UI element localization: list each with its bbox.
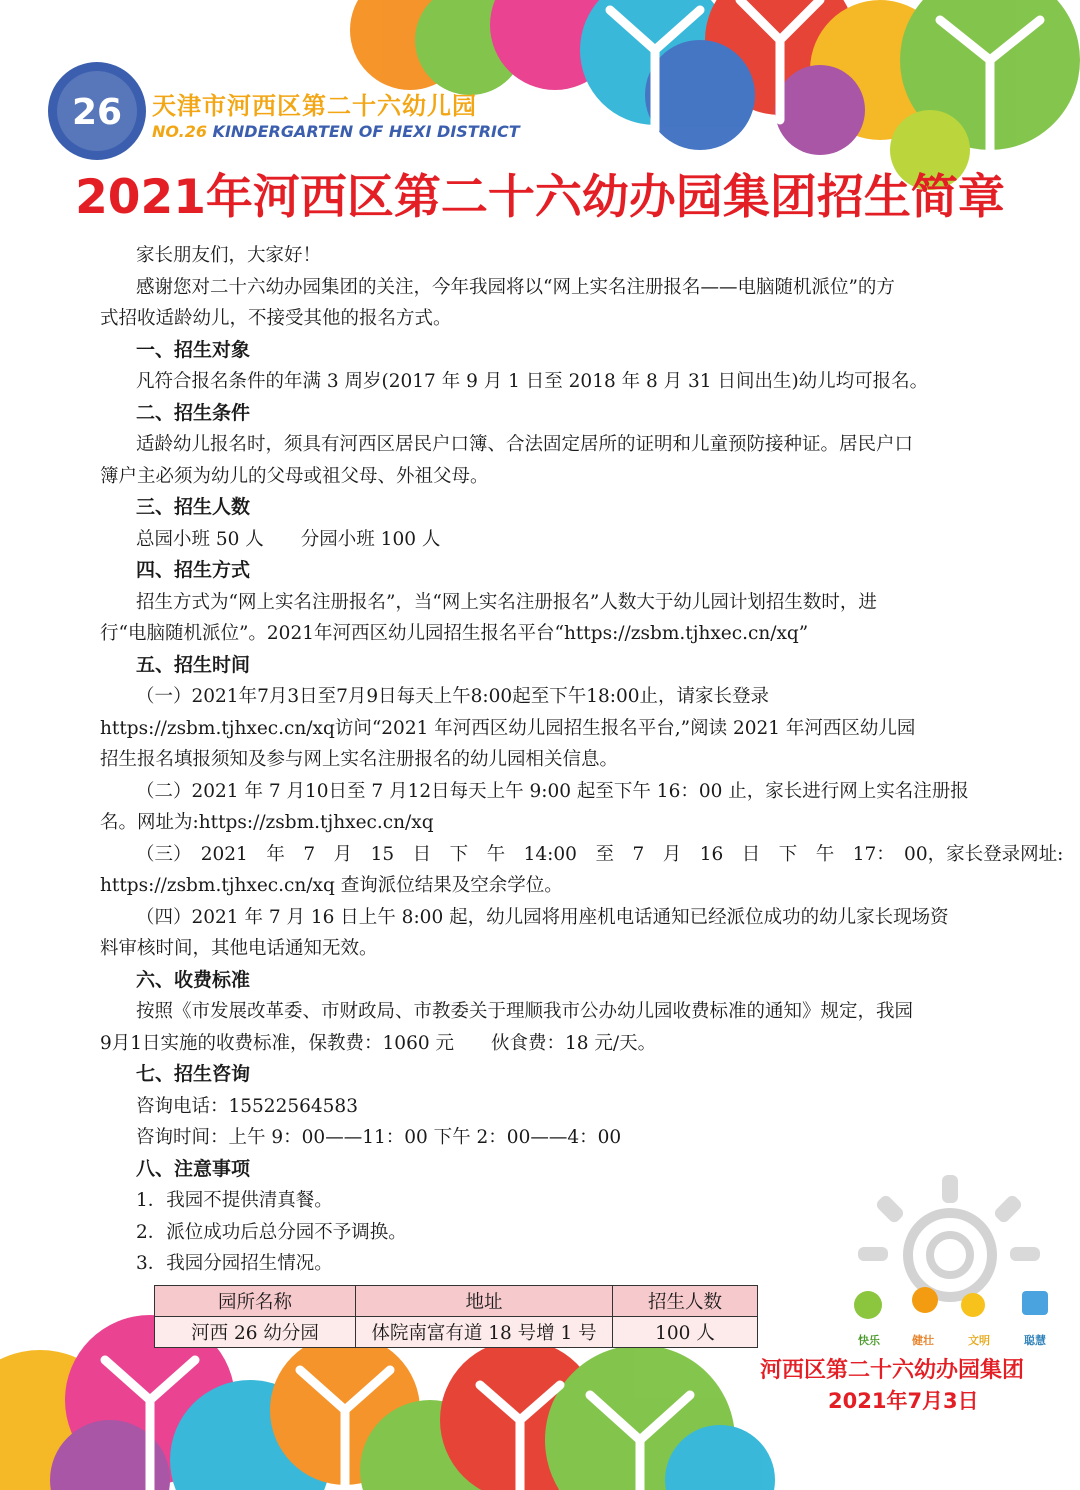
motto-label: 快乐 [858,1334,880,1347]
schedule-text: 料审核时间，其他电话通知无效。 [100,938,378,959]
schedule-text: （三） 2021 年 7 月 15 日 下 午 14:00 至 7 月 16 日 下 午 17： 00，家长登录网址: [136,843,1064,865]
schedule-text: （一）2021年7月3日至7月9日每天上午8:00起至下午18:00止，请家长登录 [136,686,770,707]
consult-phone: 咨询电话：15522564583 [136,1095,358,1117]
section-text: 总园小班 50 人 分园小班 100 人 [136,528,441,550]
schedule-text: https://zsbm.tjhxec.cn/xq访问“2021 年河西区幼儿园招生报名平台,”阅读 2021 年河西区幼儿园 [100,717,916,739]
section-heading: 一、招生对象 [136,338,251,361]
section-heading: 八、注意事项 [136,1157,251,1180]
logo-name-en [152,122,520,141]
table-cell: 河西 26 幼分园 [155,1317,356,1348]
logo-name-en-num: NO.26 [152,122,207,141]
section-heading: 六、收费标准 [136,968,251,991]
intro-line: 式招收适龄幼儿，不接受其他的报名方式。 [100,308,452,329]
schedule-text: （二）2021 年 7 月10日至 7 月12日每天上午 9:00 起至下午 16：00 止，家长进行网上实名注册报 [136,780,969,802]
section-heading: 四、招生方式 [136,559,251,581]
page-title: 2021年河西区第二十六幼办园集团招生简章 [75,170,1005,225]
logo-name-cn: 天津市河西区第二十六幼儿园 [152,92,477,120]
schedule-text: 名。网址为:https://zsbm.tjhxec.cn/xq [100,812,434,833]
schedule-text: （四）2021 年 7 月 16 日上午 8:00 起，幼儿园将用座机电话通知已经派位成功的幼儿家长现场资 [136,906,949,928]
table-row [155,1317,758,1348]
sun-emblem [830,1175,1070,1355]
schedule-text: https://zsbm.tjhxec.cn/xq 查询派位结果及空余学位。 [100,875,563,896]
note-item: 2．派位成功后总分园不予调换。 [136,1221,407,1243]
branch-enrollment-table [154,1285,758,1348]
intro-line: 感谢您对二十六幼办园集团的关注，今年我园将以“网上实名注册报名——电脑随机派位”的方 [136,276,895,298]
section-text: 行“电脑随机派位”。2021年河西区幼儿园招生报名平台“https://zsbm.tjhxec.cn/xq” [100,623,809,644]
table-cell: 100 人 [613,1317,758,1348]
section-text: 9月1日实施的收费标准，保教费：1060 元 伙食费：18 元/天。 [100,1032,657,1054]
motto-label: 健壮 [912,1334,934,1347]
section-heading: 二、招生条件 [136,401,251,424]
table-cell: 体院南富有道 18 号增 1 号 [356,1317,613,1348]
table-header-row [155,1286,758,1317]
footer-date: 2021年7月3日 [828,1389,979,1413]
section-text: 招生方式为“网上实名注册报名”，当“网上实名注册报名”人数大于幼儿园计划招生数时，进 [136,591,877,613]
table-header-cell: 地址 [356,1286,613,1317]
greeting: 家长朋友们，大家好！ [136,245,322,266]
section-heading: 五、招生时间 [136,653,251,676]
notice-body [100,240,1064,1280]
note-item: 3．我园分园招生情况。 [136,1253,333,1274]
footer-organization: 河西区第二十六幼办园集团 [760,1358,1025,1383]
section-text: 簿户主必须为幼儿的父母或祖父母、外祖父母。 [100,465,489,487]
schedule-text: 招生报名填报须知及参与网上实名注册报名的幼儿园相关信息。 [100,749,619,770]
logo-mark: 26 [71,92,123,133]
section-heading: 三、招生人数 [136,496,251,518]
section-heading: 七、招生咨询 [136,1063,251,1085]
motto-label: 文明 [968,1334,990,1347]
consult-hours: 咨询时间：上午 9：00——11：00 下午 2：00——4：00 [136,1127,622,1148]
section-text: 凡符合报名条件的年满 3 周岁(2017 年 9 月 1 日至 2018 年 8 月 31 日间出生)幼儿均可报名。 [136,371,929,392]
logo-name-en-rest: KINDERGARTEN OF HEXI DISTRICT [206,122,520,141]
note-item: 1．我园不提供清真餐。 [136,1190,333,1211]
motto-label: 聪慧 [1024,1334,1046,1347]
section-text: 按照《市发展改革委、市财政局、市教委关于理顺我市公办幼儿园收费标准的通知》规定，我园 [136,1001,914,1022]
section-text: 适龄幼儿报名时，须具有河西区居民户口簿、合法固定居所的证明和儿童预防接种证。居民户口 [136,434,914,455]
table-header-cell: 招生人数 [613,1286,758,1317]
table-header-cell: 园所名称 [155,1286,356,1317]
kindergarten-logo [48,62,146,160]
